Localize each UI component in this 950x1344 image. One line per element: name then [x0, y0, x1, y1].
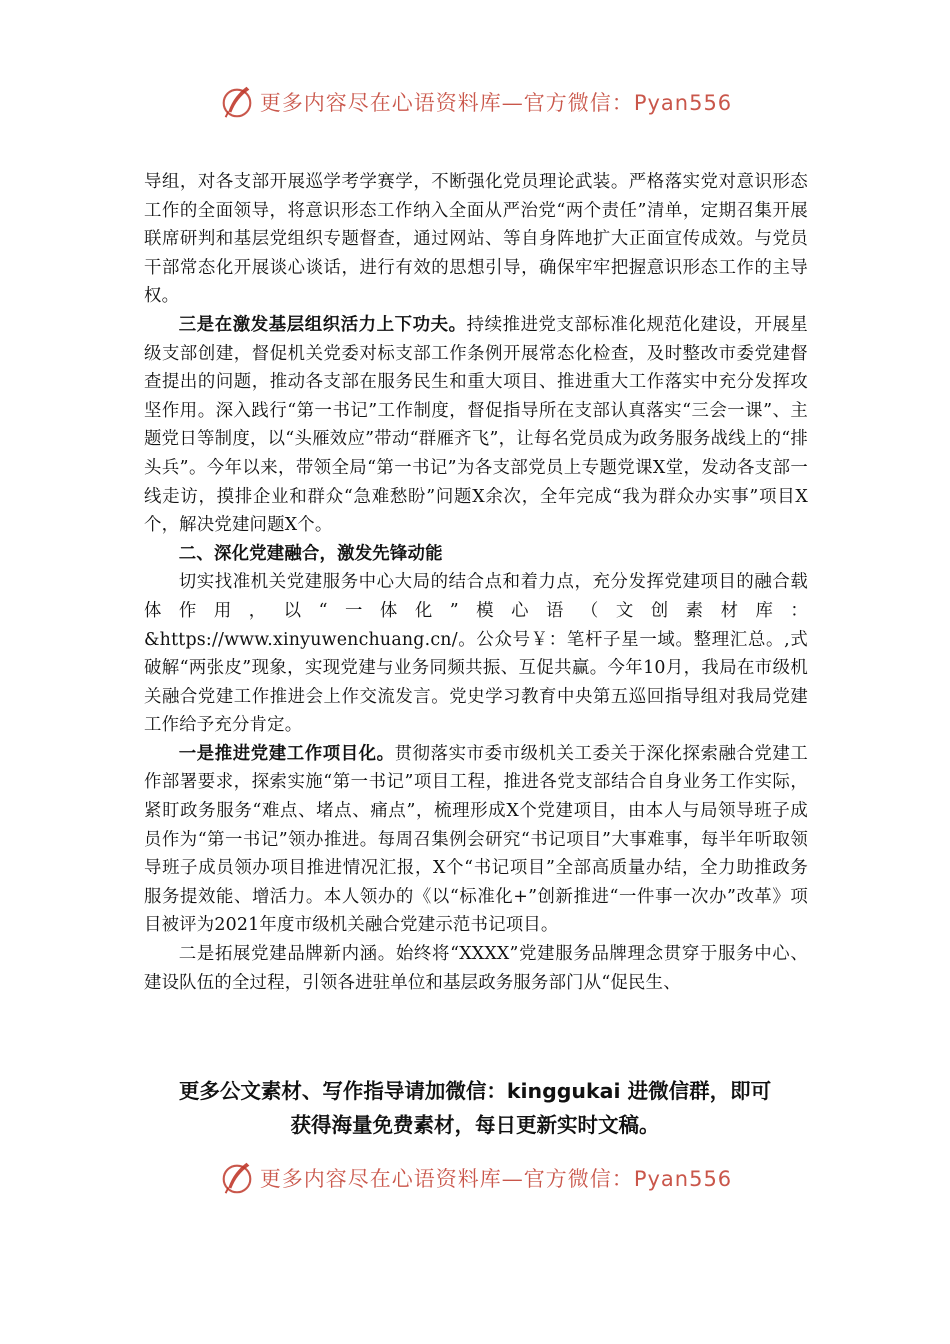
- header-wechat-id: Pyan556: [633, 91, 733, 115]
- promo-line-1: 更多公文素材、写作指导请加微信：kinggukai 进微信群，即可: [178, 1079, 772, 1103]
- paragraph-2: [144, 311, 808, 540]
- quill-logo-icon: [218, 1159, 256, 1197]
- paragraph-2-body: 持续推进党支部标准化规范化建设，开展星级支部创建，督促机关党委对标支部工作条例开展常态化检查，及时整改市委党建督查提出的问题，推动各支部在服务民生和重大项目、推进重大工作落实中充分发挥攻坚作用。深入践行“第一书记”工作制度，督促指导所在支部认真落实“三会一课”、主题党日等制度，以“头雁效应”带动“群雁齐飞”，让每名党员成为政务服务战线上的“排头兵”。今年以来，带领全局“第一书记”为各支部党员上专题党课X堂，发动各支部一线走访，摸排企业和群众“急难愁盼”问题X余次，全年完成“我为群众办实事”项目X个，解决党建问题X个。: [144, 314, 808, 536]
- document-body: [144, 168, 808, 997]
- header-banner-text: 更多内容尽在心语资料库—官方微信：Pyan556: [259, 91, 733, 115]
- footer-wechat-id: Pyan556: [633, 1167, 733, 1191]
- footer-banner-text: 更多内容尽在心语资料库—官方微信：Pyan556: [259, 1167, 733, 1191]
- promo-notice: [120, 1074, 830, 1142]
- footer-banner: [0, 1156, 950, 1200]
- paragraph-3: 切实找准机关党建服务中心大局的结合点和着力点，充分发挥党建项目的融合载体作用，以“一体化”模心语（文创素材库：&https://www.xinyuwenchuang.cn/。公众号￥：笔杆子星一域。整理汇总。,式破解“两张皮”现象，实现党建与业务同频共振、互促共赢。今年10月，我局在市级机关融合党建工作推进会上作交流发言。党史学习教育中央第五巡回指导组对我局党建工作给予充分肯定。: [144, 572, 808, 736]
- header-banner: [0, 80, 950, 124]
- section-heading-2: 二、深化党建融合，激发先锋动能: [178, 543, 443, 564]
- paragraph-5: 二是拓展党建品牌新内涵。始终将“XXXX”党建服务品牌理念贯穿于服务中心、建设队伍的全过程，引领各进驻单位和基层政务服务部门从“促民生、: [144, 944, 808, 993]
- paragraph-1: 导组，对各支部开展巡学考学赛学，不断强化党员理论武装。严格落实党对意识形态工作的全面领导，将意识形态工作纳入全面从严治党“两个责任”清单，定期召集开展联席研判和基层党组织专题督查，通过网站、等自身阵地扩大正面宣传成效。与党员干部常态化开展谈心谈话，进行有效的思想引导，确保牢牢把握意识形态工作的主导权。: [144, 172, 808, 307]
- quill-logo-icon: [218, 83, 256, 121]
- promo-line-2: 获得海量免费素材，每日更新实时文稿。: [290, 1113, 660, 1137]
- paragraph-4-lead: 一是推进党建工作项目化。: [178, 743, 395, 764]
- paragraph-4-body: 贯彻落实市委市级机关工委关于深化探索融合党建工作部署要求，探索实施“第一书记”项目工程，推进各党支部结合自身业务工作实际，紧盯政务服务“难点、堵点、痛点”，梳理形成X个党建项目，由本人与局领导班子成员作为“第一书记”领办推进。每周召集例会研究“书记项目”大事难事，每半年听取领导班子成员领办项目推进情况汇报，X个“书记项目”全部高质量办结，全力助推政务服务提效能、增活力。本人领办的《以“标准化+”创新推进“一件事一次办”改革》项目被评为2021年度市级机关融合党建示范书记项目。: [144, 743, 809, 936]
- paragraph-4: [144, 740, 808, 940]
- paragraph-2-lead: 三是在激发基层组织活力上下功夫。: [178, 314, 467, 335]
